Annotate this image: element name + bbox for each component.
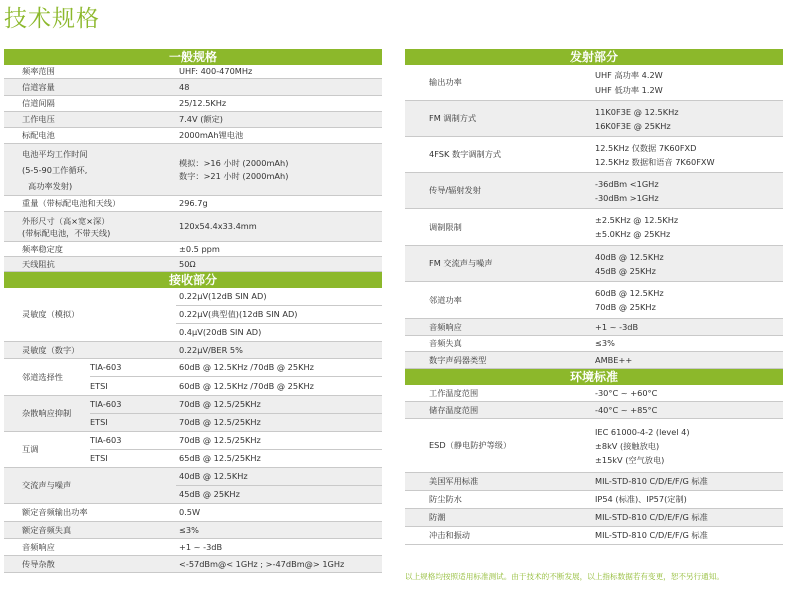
spec-row-military-standard xyxy=(405,473,783,491)
standard-label: ETSI xyxy=(90,417,108,427)
spec-label: 灵敏度（模拟） xyxy=(22,309,80,319)
spec-value: MIL-STD-810 C/D/E/F/G 标准 xyxy=(595,512,708,522)
spec-value: AMBE++ xyxy=(595,354,633,365)
spec-value: 70dB @ 25KHz xyxy=(595,302,656,312)
spec-value: 11K0F3E @ 12.5KHz xyxy=(595,106,679,117)
spec-value: ±0.5 ppm xyxy=(179,243,220,254)
spec-row-4fsk-modulation xyxy=(405,137,783,173)
spec-label: 传导/辐射发射 xyxy=(429,185,481,195)
spec-row-spurious-rejection xyxy=(4,396,382,432)
spec-value: IEC 61000-4-2 (level 4) xyxy=(595,426,690,437)
spec-value: UHF 高功率 4.2W xyxy=(595,69,663,80)
spec-label: 防尘防水 xyxy=(429,494,462,504)
spec-row-standard-battery xyxy=(4,128,382,144)
spec-row-operating-voltage xyxy=(4,112,382,128)
spec-label: 工作温度范围 xyxy=(429,387,479,398)
spec-row-storage-temperature xyxy=(405,402,783,419)
spec-value: 0.22μV(12dB SIN AD) xyxy=(179,291,267,301)
spec-label: 重量（带标配电池和天线） xyxy=(22,198,121,208)
spec-row-shock-vibration xyxy=(405,527,783,545)
spec-value: -30dBm >1GHz xyxy=(595,192,659,203)
spec-value: 296.7g xyxy=(179,198,208,208)
left-spec-column xyxy=(4,49,382,573)
spec-value: 65dB @ 12.5/25KHz xyxy=(179,453,261,463)
spec-value: 70dB @ 12.5/25KHz xyxy=(179,399,261,409)
standard-label: ETSI xyxy=(90,380,108,391)
spec-value: 模拟：>16 小时 (2000mAh) xyxy=(179,157,289,168)
spec-value: 45dB @ 25KHz xyxy=(595,265,656,276)
spec-label: 杂散响应抑制 xyxy=(22,408,72,418)
spec-row-hum-noise xyxy=(4,468,382,504)
spec-value: ≤3% xyxy=(595,338,615,348)
spec-footnote: 以上规格均按照适用标准测试。由于技术的不断发展，以上指标数据若有变更，恕不另行通知。 xyxy=(405,572,724,581)
spec-label: 灵敏度（数字） xyxy=(22,344,80,355)
spec-row-vocoder-type xyxy=(405,352,783,369)
spec-label: 冲击和振动 xyxy=(429,530,470,540)
spec-value: +1 ~ -3dB xyxy=(179,541,223,552)
spec-label: 邻道选择性 xyxy=(22,371,63,382)
spec-value: IP54 (标准)、IP57(定制) xyxy=(595,494,687,504)
spec-row-fm-hum-noise xyxy=(405,246,783,282)
spec-row-battery-life xyxy=(4,144,382,196)
spec-row-fm-modulation xyxy=(405,101,783,137)
spec-value: 数字：>21 小时 (2000mAh) xyxy=(179,170,289,181)
spec-value: MIL-STD-810 C/D/E/F/G 标准 xyxy=(595,530,708,540)
spec-row-channel-capacity xyxy=(4,79,382,96)
spec-value: 12.5KHz 数据和语音 7K60FXW xyxy=(595,156,715,167)
spec-label: 高功率发射) xyxy=(28,180,73,191)
spec-label: 音频失真 xyxy=(429,338,462,348)
standard-label: TIA-603 xyxy=(90,362,122,372)
spec-row-weight xyxy=(4,196,382,212)
spec-value: 16K0F3E @ 25KHz xyxy=(595,120,671,131)
spec-row-rated-audio-distortion xyxy=(4,522,382,539)
spec-label: FM 调制方式 xyxy=(429,113,477,123)
spec-row-esd xyxy=(405,419,783,473)
spec-value: 60dB @ 12.5KHz xyxy=(595,288,664,298)
spec-label: 防潮 xyxy=(429,512,446,522)
spec-value: MIL-STD-810 C/D/E/F/G 标准 xyxy=(595,476,708,486)
spec-value: 0.4μV(20dB SIN AD) xyxy=(179,327,262,337)
spec-value: 0.5W xyxy=(179,507,201,517)
standard-label: ETSI xyxy=(90,453,108,463)
spec-label: (带标配电池，不带天线) xyxy=(22,227,111,238)
standard-label: TIA-603 xyxy=(90,399,122,409)
spec-value: 60dB @ 12.5KHz /70dB @ 25KHz xyxy=(179,380,314,391)
spec-label: 美国军用标准 xyxy=(429,476,479,486)
spec-label: 交流声与噪声 xyxy=(22,480,72,490)
spec-label: 工作电压 xyxy=(22,114,55,124)
spec-row-ingress-protection xyxy=(405,491,783,509)
spec-row-analog-sensitivity xyxy=(4,288,382,342)
spec-value: 48 xyxy=(179,81,190,92)
spec-label: 信道间隔 xyxy=(22,98,55,108)
spec-value: UHF 低功率 1.2W xyxy=(595,84,663,95)
spec-row-adjacent-power xyxy=(405,282,783,319)
spec-value: 45dB @ 25KHz xyxy=(179,489,240,499)
spec-label: 音频响应 xyxy=(22,541,55,552)
spec-row-channel-spacing xyxy=(4,96,382,112)
spec-value: ±15kV (空气放电) xyxy=(595,454,665,465)
spec-row-frequency-stability xyxy=(4,242,382,257)
spec-label: 互调 xyxy=(22,444,39,454)
spec-value: +1 ~ -3dB xyxy=(595,321,639,332)
spec-value: 60dB @ 12.5KHz /70dB @ 25KHz xyxy=(179,362,314,372)
environment-section-header: 环境标准 xyxy=(405,369,783,385)
spec-value: 12.5KHz 仅数据 7K60FXD xyxy=(595,142,697,153)
spec-label: 信道容量 xyxy=(22,81,55,92)
spec-label: 邻道功率 xyxy=(429,294,462,305)
spec-label: FM 交流声与噪声 xyxy=(429,258,493,268)
spec-label: 天线阻抗 xyxy=(22,258,55,269)
spec-label: ESD（静电防护等级） xyxy=(429,440,512,450)
standard-label: TIA-603 xyxy=(90,435,122,445)
spec-label: 外形尺寸（高×宽×深） xyxy=(22,215,110,226)
general-section-header: 一般规格 xyxy=(4,49,382,65)
spec-value: ≤3% xyxy=(179,524,199,535)
spec-value: 25/12.5KHz xyxy=(179,98,227,108)
spec-row-tx-audio-response xyxy=(405,319,783,336)
spec-row-tx-audio-distortion xyxy=(405,336,783,352)
spec-value: UHF: 400-470MHz xyxy=(179,66,253,76)
spec-value: 70dB @ 12.5/25KHz xyxy=(179,417,261,427)
spec-label: 数字声码器类型 xyxy=(429,354,487,365)
spec-value: 50Ω xyxy=(179,258,196,269)
spec-row-frequency-range xyxy=(4,65,382,79)
spec-label: 额定音频失真 xyxy=(22,524,72,535)
spec-value: 40dB @ 12.5KHz xyxy=(179,471,248,481)
spec-value: 120x54.4x33.4mm xyxy=(179,221,257,231)
spec-value: -40°C ~ +85°C xyxy=(595,404,658,415)
spec-value: 2000mAh锂电池 xyxy=(179,130,244,140)
spec-row-output-power xyxy=(405,65,783,101)
spec-value: 7.4V (额定) xyxy=(179,114,223,124)
spec-label: 输出功率 xyxy=(429,77,462,87)
spec-value: ±8kV (接触放电) xyxy=(595,440,660,451)
spec-label: 电池平均工作时间 xyxy=(22,148,88,159)
spec-label: 频率范围 xyxy=(22,66,55,76)
spec-row-humidity xyxy=(405,509,783,527)
spec-row-conducted-radiated-emission xyxy=(405,173,783,209)
spec-row-dimensions xyxy=(4,212,382,242)
spec-row-adjacent-selectivity xyxy=(4,359,382,396)
spec-row-modulation-limit xyxy=(405,209,783,246)
spec-label: 传导杂散 xyxy=(22,558,55,569)
spec-label: 额定音频输出功率 xyxy=(22,507,88,517)
spec-label: 调制限制 xyxy=(429,221,462,232)
spec-row-audio-response xyxy=(4,539,382,556)
spec-label: 音频响应 xyxy=(429,321,462,332)
spec-row-antenna-impedance xyxy=(4,257,382,272)
spec-row-conducted-spurious xyxy=(4,556,382,573)
spec-value: -36dBm <1GHz xyxy=(595,178,659,189)
spec-value: 70dB @ 12.5/25KHz xyxy=(179,435,261,445)
spec-value: ±5.0KHz @ 25KHz xyxy=(595,229,671,239)
spec-value: 0.22μV(典型值)(12dB SIN AD) xyxy=(179,309,298,319)
spec-label: 频率稳定度 xyxy=(22,243,63,254)
spec-label: 4FSK 数字调制方式 xyxy=(429,149,502,159)
spec-value: <-57dBm@< 1GHz ; >-47dBm@> 1GHz xyxy=(179,558,345,569)
spec-row-operating-temperature xyxy=(405,385,783,402)
transmitter-section-header: 发射部分 xyxy=(405,49,783,65)
spec-row-intermodulation xyxy=(4,432,382,468)
page-title: 技术规格 xyxy=(4,6,100,32)
spec-value: 0.22μV/BER 5% xyxy=(179,344,243,355)
spec-label: 标配电池 xyxy=(22,130,55,140)
spec-value: -30°C ~ +60°C xyxy=(595,387,658,398)
spec-row-digital-sensitivity xyxy=(4,342,382,359)
right-spec-column xyxy=(405,49,783,545)
spec-label: (5-5-90工作循环, xyxy=(22,164,88,175)
spec-value: ±2.5KHz @ 12.5KHz xyxy=(595,215,679,225)
spec-row-rated-audio-power xyxy=(4,504,382,522)
spec-label: 储存温度范围 xyxy=(429,404,479,415)
receiver-section-header: 接收部分 xyxy=(4,272,382,288)
spec-value: 40dB @ 12.5KHz xyxy=(595,251,664,262)
